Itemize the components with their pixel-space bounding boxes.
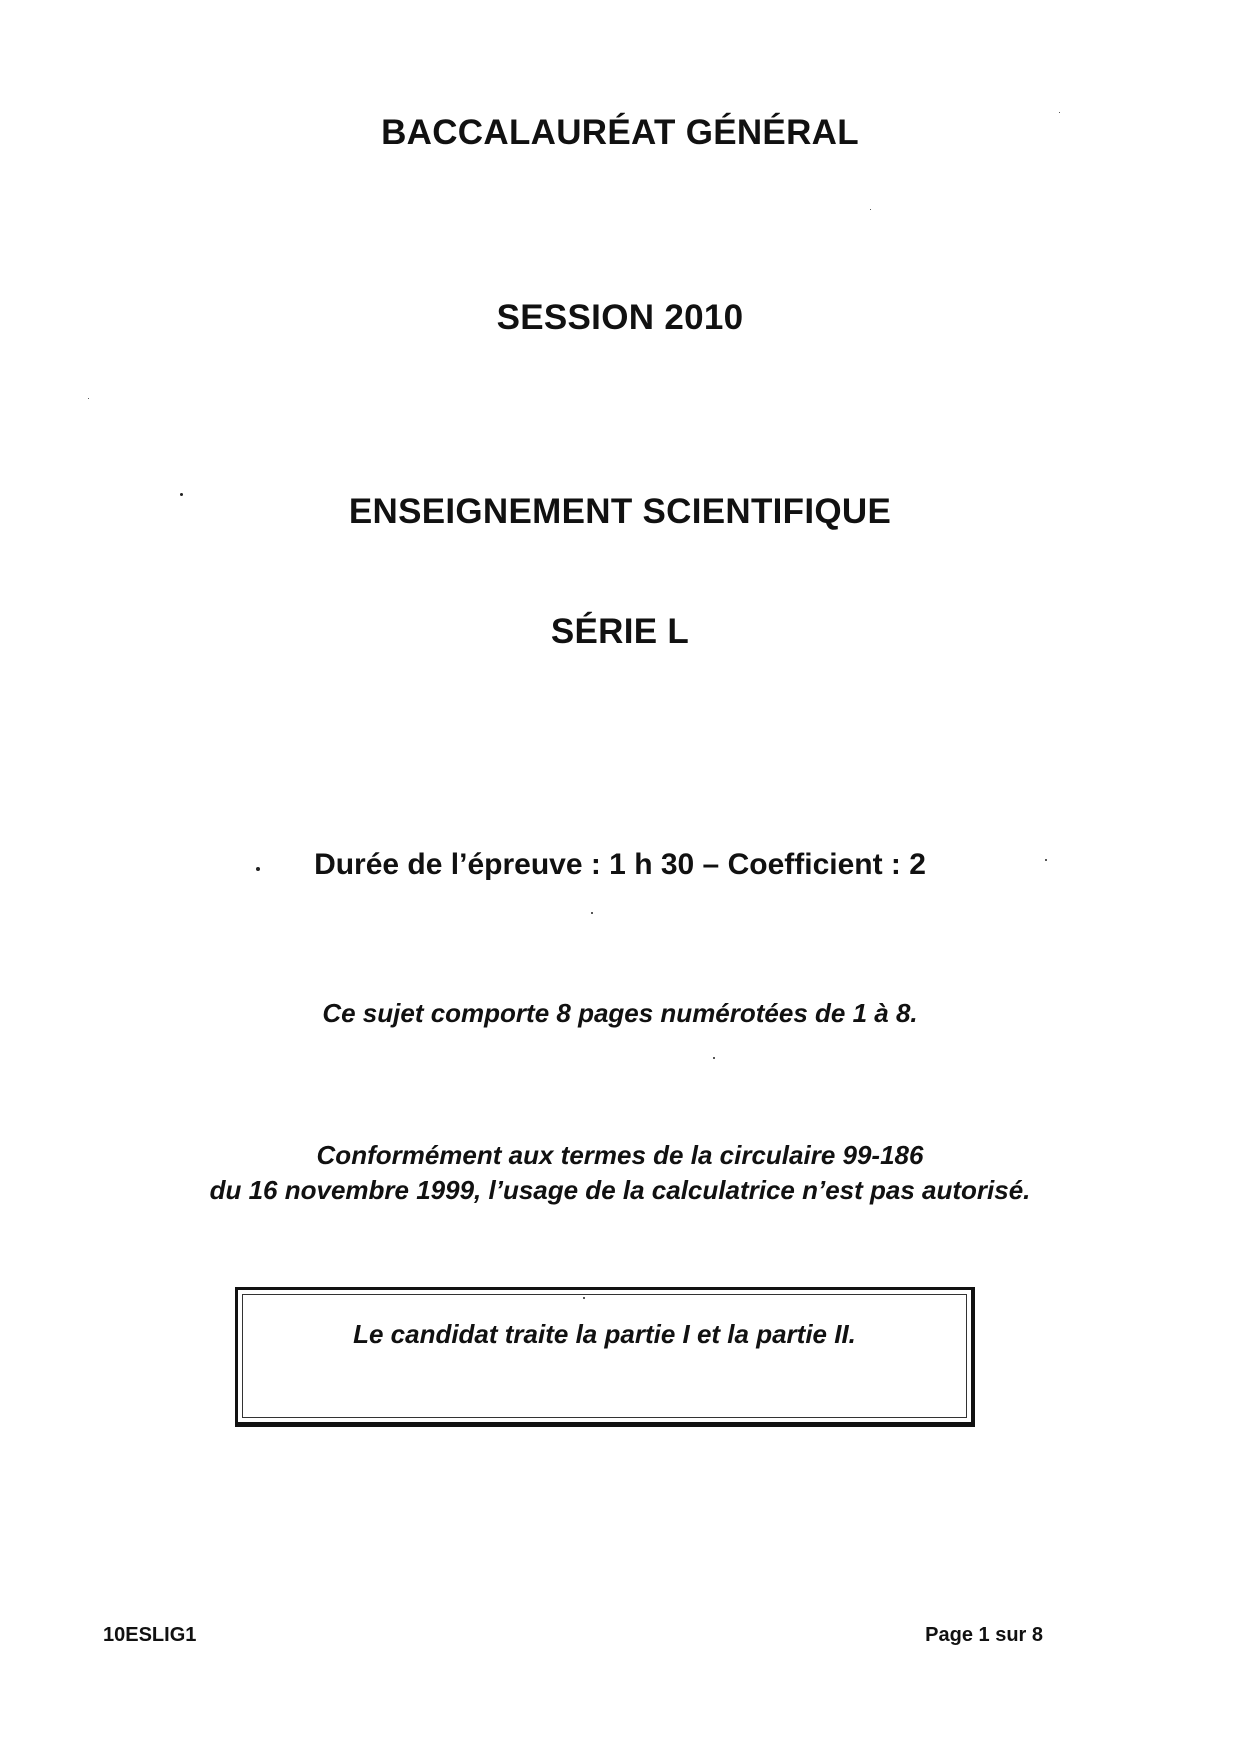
scan-speck	[713, 1057, 715, 1059]
scan-speck	[1045, 859, 1047, 861]
scan-speck	[1059, 112, 1060, 113]
series-title: SÉRIE L	[550, 612, 690, 651]
footer-page-number: Page 1 sur 8	[925, 1624, 1043, 1646]
scan-speck	[870, 209, 871, 210]
calculator-rule-line-1: Conformément aux termes de la circulaire 99-186	[316, 1140, 924, 1170]
scan-speck	[591, 912, 593, 914]
footer-subject-code: 10ESLIG1	[103, 1624, 197, 1646]
exam-duration: Durée de l’épreuve : 1 h 30 – Coefficient : 2	[314, 848, 926, 881]
calculator-rule-line-2: du 16 novembre 1999, l’usage de la calculatrice n’est pas autorisé.	[209, 1175, 1031, 1205]
instruction-box	[235, 1287, 975, 1427]
session-title: SESSION 2010	[496, 298, 744, 337]
instruction-box-inner-border	[242, 1294, 967, 1418]
page-count-note: Ce sujet comporte 8 pages numérotées de 1 à 8.	[322, 998, 918, 1028]
scan-speck	[180, 493, 183, 496]
scan-speck	[583, 1297, 585, 1299]
exam-title: BACCALAURÉAT GÉNÉRAL	[381, 113, 859, 152]
subject-title: ENSEIGNEMENT SCIENTIFIQUE	[348, 492, 892, 531]
scan-speck	[88, 398, 89, 399]
instruction-text: Le candidat traite la partie I et la partie II.	[353, 1319, 856, 1349]
scan-speck	[256, 867, 260, 871]
